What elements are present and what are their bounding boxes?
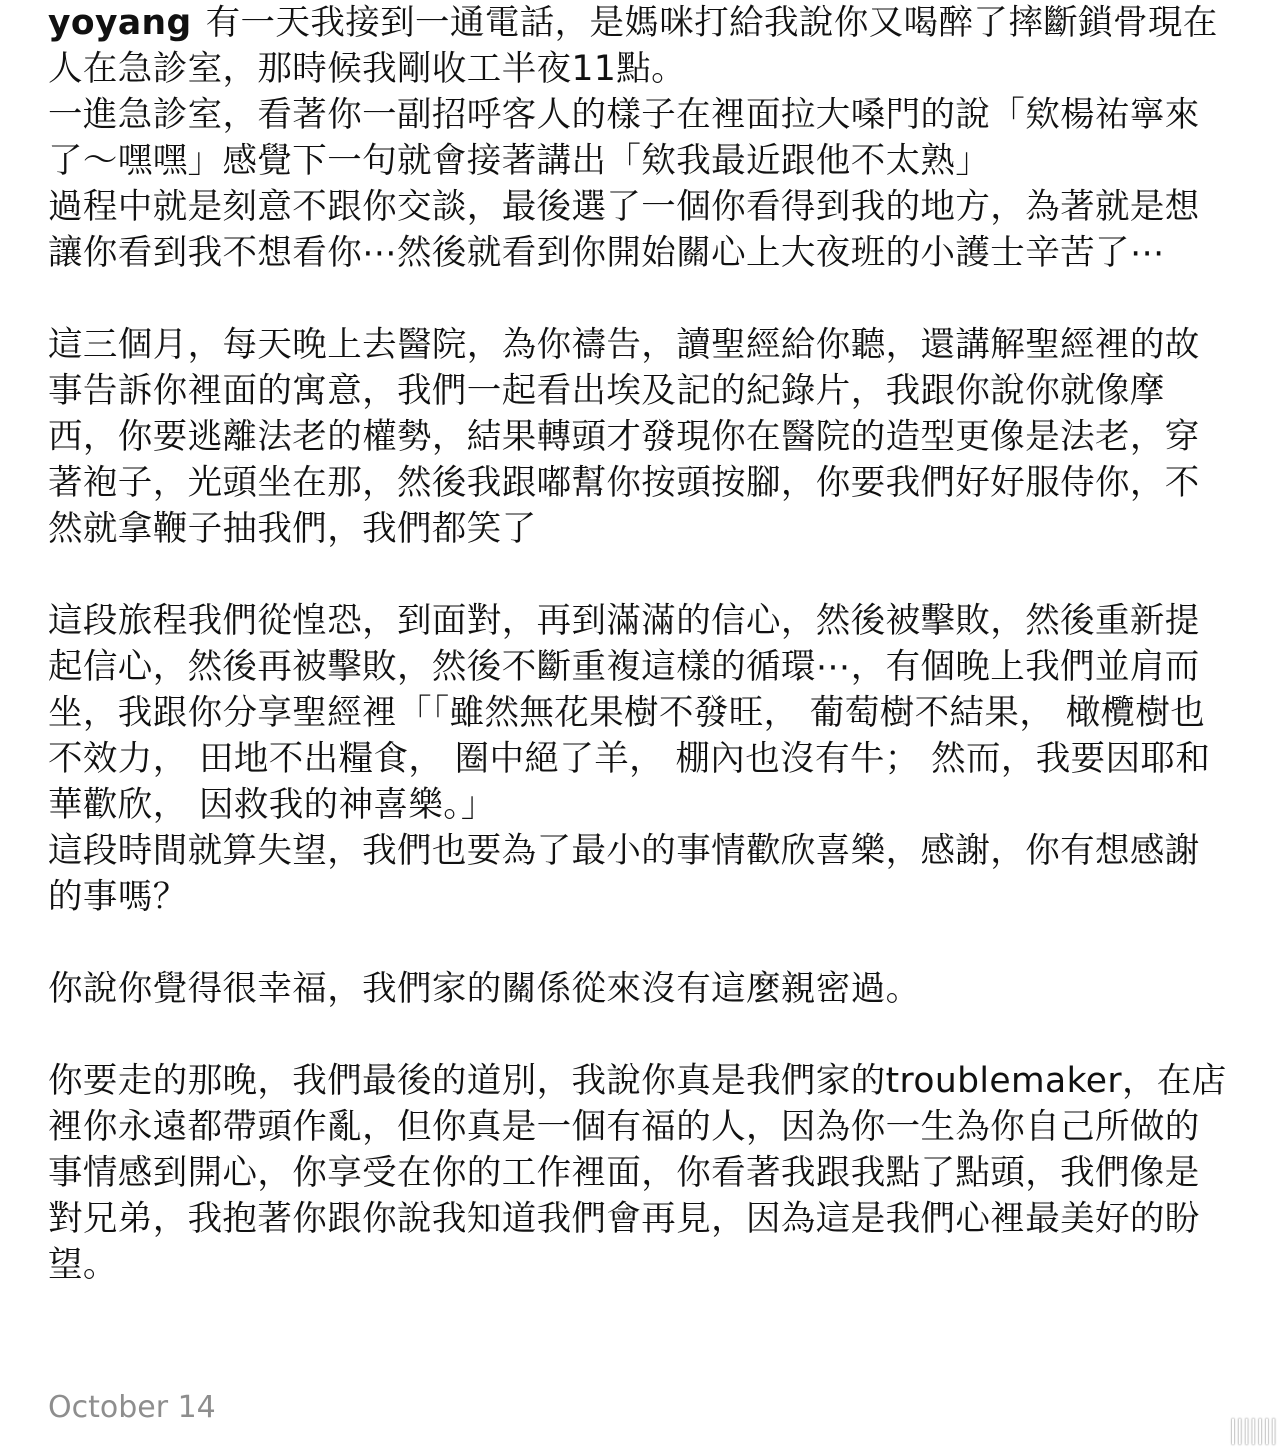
caption-paragraph-3: 過程中就是刻意不跟你交談，最後選了一個你看得到我的地方，為著就是想讓你看到我不想看你⋯然後就看到你開始關心上大夜班的小護士辛苦了⋯ — [48, 187, 1200, 273]
caption-paragraph-4: 這三個月，每天晚上去醫院，為你禱告，讀聖經給你聽，還講解聖經裡的故事告訴你裡面的寓意，我們一起看出埃及記的紀錄片，我跟你說你就像摩西，你要逃離法老的權勢，結果轉頭才發現你在醫院的造型更像是法老，穿著袍子，光頭坐在那，然後我跟嘟幫你按頭按腳，你要我們好好服侍你，不然就拿鞭子抽我們，我們都笑了 — [48, 325, 1200, 549]
post-timestamp[interactable]: October 14 — [48, 1390, 216, 1425]
post-caption — [48, 0, 1228, 1288]
caption-paragraph-6: 這段時間就算失望，我們也要為了最小的事情歡欣喜樂，感謝，你有想感謝的事嗎？ — [48, 831, 1200, 917]
caption-paragraph-5: 這段旅程我們從惶恐，到面對，再到滿滿的信心，然後被擊敗，然後重新提起信心，然後再被擊敗，然後不斷重複這樣的循環⋯，有個晚上我們並肩而坐，我跟你分享聖經裡「「雖然無花果樹不發旺， 葡萄樹不結果， 橄欖樹也不效力， 田地不出糧食， 圈中絕了羊， 棚內也沒有牛； 然而，我要因耶和華歡欣， 因救我的神喜樂。」 — [48, 601, 1211, 825]
caption-paragraph-2: 一進急診室，看著你一副招呼客人的樣子在裡面拉大嗓門的說「欸楊祐寧來了～嘿嘿」感覺下一句就會接著講出「欸我最近跟他不太熟」 — [48, 95, 1200, 181]
caption-text: 有一天我接到一通電話，是媽咪打給我說你又喝醉了摔斷鎖骨現在人在急診室，那時候我剛收工半夜11點。 — [48, 3, 1218, 89]
caption-paragraph-8: 你要走的那晚，我們最後的道別，我說你真是我們家的troublemaker，在店裡你永遠都帶頭作亂，但你真是一個有福的人，因為你一生為你自己所做的事情感到開心，你享受在你的工作裡面，你看著我跟我點了點頭，我們像是對兄弟，我抱著你跟你說我知道我們會再見，因為這是我們心裡最美好的盼望。 — [48, 1061, 1227, 1285]
caption-paragraph-7: 你說你覺得很幸福，我們家的關係從來沒有這麼親密過。 — [48, 969, 921, 1009]
caption-paragraph-1 — [48, 0, 1228, 92]
username-link[interactable]: yoyang — [48, 3, 192, 43]
watermark: ||||||| — [1228, 1415, 1276, 1445]
